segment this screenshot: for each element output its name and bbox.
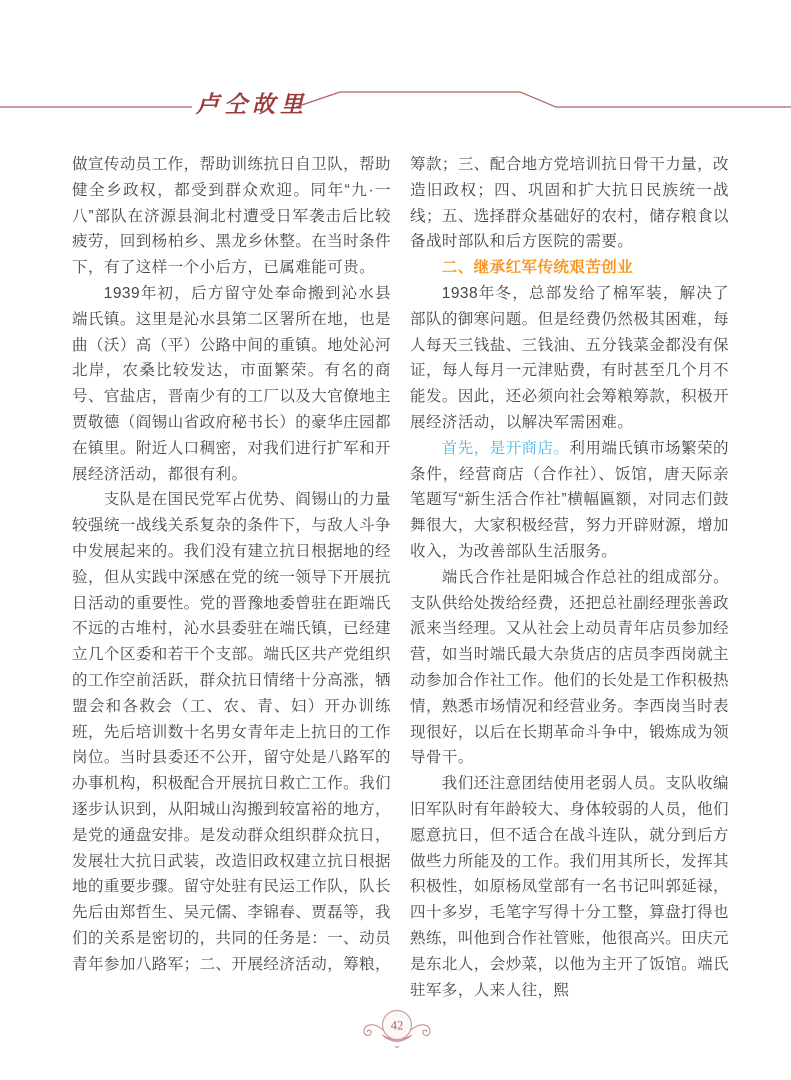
paragraph <box>410 436 729 565</box>
paragraph: 1939年初，后方留守处奉命搬到沁水县端氏镇。这里是沁水县第二区署所在地，也是曲（沃）高（平）公路中间的重镇。地处沁河北岸，农桑比较发达，市面繁荣。有名的商号、官盐店，晋南少有的工厂以及大官僚地主贾敬德（阎锡山省政府秘书长）的豪华庄园都在镇里。附近人口稠密，对我们进行扩军和开展经济活动，都很有利。 <box>72 284 392 483</box>
paragraph: 1938年冬，总部发给了棉军装，解决了部队的御寒问题。但是经费仍然极其困难，每人每天三钱盐、三钱油、五分钱菜金都没有保证，每人每月一元津贴费，有时甚至几个月不能发。因此，还必须向社会筹粮筹款，积极开展经济活动，以解决军需困难。 <box>410 284 730 431</box>
right-text-column <box>410 152 729 1003</box>
paragraph: 做宣传动员工作，帮助训练抗日自卫队，帮助健全乡政权，都受到群众欢迎。同年“九·一八”部队在济源县涧北村遭受日军袭击后比较疲劳，回到杨柏乡、黑龙乡休整。在当时条件下，有了这样一个小后方，已属难能可贵。 <box>72 156 392 277</box>
section-heading: 二、继承红军传统艰苦创业 <box>441 259 634 277</box>
header-decorative-rule <box>0 80 791 126</box>
page-number: 42 <box>390 1018 404 1033</box>
page-number-ornament <box>352 1008 442 1054</box>
paragraph-lead-highlight: 首先，是开商店。 <box>441 439 570 457</box>
left-text-column <box>72 152 391 978</box>
paragraph: 端氏合作社是阳城合作总社的组成部分。支队供给处拨给经费，还把总社副经理张善政派来当经理。又从社会上动员青年店员参加经营，如当时端氏最大杂货店的店员李西岗就主动参加合作社工作。他们的长处是工作积极热情，熟悉市场情况和经营业务。李西岗当时表现很好，以后在长期革命斗争中，锻炼成为领导骨干。 <box>410 568 730 767</box>
paragraph: 筹款；三、配合地方党培训抗日骨干力量，改造旧政权；四、巩固和扩大抗日民族统一战线；五、选择群众基础好的农村，储存粮食以备战时部队和后方医院的需要。 <box>410 156 730 251</box>
paragraph-body: 利用端氏镇市场繁荣的条件，经营商店（合作社）、饭馆，唐天际亲笔题写“新生活合作社”横幅匾额，对同志们鼓舞很大，大家积极经营，努力开辟财源，增加收入，为改善部队生活服务。 <box>410 439 730 560</box>
page-title: 卢仝故里 <box>196 91 308 118</box>
paragraph: 我们还注意团结使用老弱人员。支队收编旧军队时有年龄较大、身体较弱的人员，他们愿意抗日，但不适合在战斗连队，就分到后方做些力所能及的工作。我们用其所长，发挥其积极性，如原杨凤堂部有一名书记叫郭延禄，四十多岁，毛笔字写得十分工整，算盘打得也熟练，叫他到合作社管账，他很高兴。田庆元是东北人，会炒菜，以他为主开了饭馆。端氏驻军多，人来人往，熙 <box>410 775 730 999</box>
paragraph: 支队是在国民党军占优势、阎锡山的力量较强统一战线关系复杂的条件下，与敌人斗争中发展起来的。我们没有建立抗日根据地的经验，但从实践中深感在党的统一领导下开展抗日活动的重要性。党的晋豫地委曾驻在距端氏不远的古堆村，沁水县委驻在端氏镇，已经建立几个区委和若干个支部。端氏区共产党组织的工作空前活跃，群众抗日情绪十分高涨，牺盟会和各救会（工、农、青、妇）开办训练班，先后培训数十名男女青年走上抗日的工作岗位。当时县委还不公开，留守处是八路军的办事机构，积极配合开展抗日救亡工作。我们逐步认识到，从阳城山沟搬到较富裕的地方，是党的通盘安排。是发动群众组织群众抗日，发展壮大抗日武装，改造旧政权建立抗日根据地的重要步骤。留守处驻有民运工作队，队长先后由郑哲生、吴元儒、李锦春、贾磊等，我们的关系是密切的，共同的任务是：一、动员青年参加八路军；二、开展经济活动，筹粮， <box>72 491 392 973</box>
